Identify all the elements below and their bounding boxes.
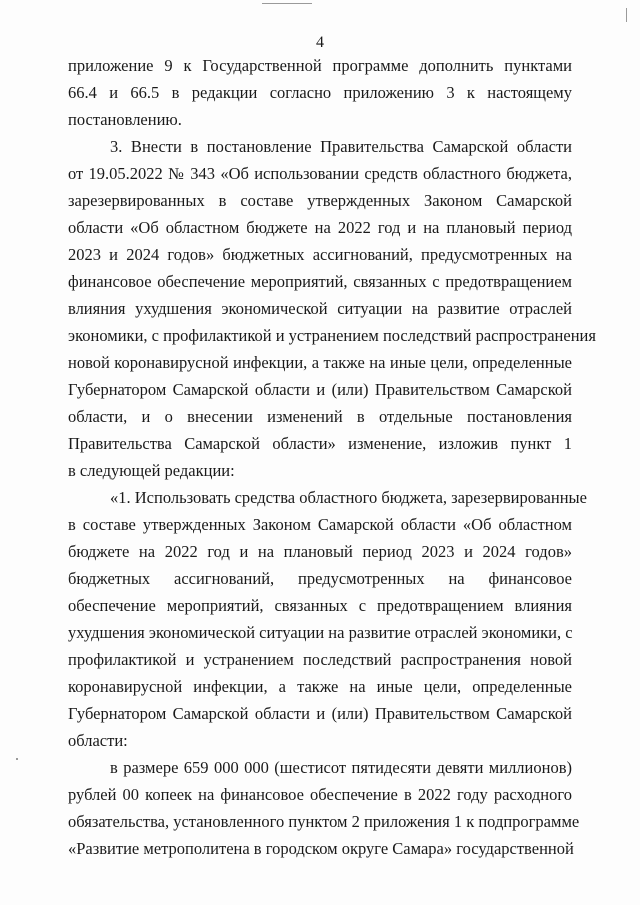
text-line: экономики, с профилактикой и устранением последствий распространения [68,326,596,345]
text-line: 2023 и 2024 годов» бюджетных ассигнований, предусмотренных на [68,245,572,264]
text-line: «1. Использовать средства областного бюджета, зарезервированные [110,488,587,507]
text-line: в следующей редакции: [68,461,235,480]
text-line: влияния ухудшения экономической ситуации на развитие отраслей [68,299,572,318]
text-line: ухудшения экономической ситуации на развитие отраслей экономики, с [68,623,573,642]
text-line: бюджете на 2022 год и на плановый период 2023 и 2024 годов» [68,542,572,561]
text-line: области: [68,731,128,750]
text-line: 66.4 и 66.5 в редакции согласно приложению 3 к настоящему [68,83,572,102]
text-line: обеспечение мероприятий, связанных с предотвращением влияния [68,596,572,615]
text-line: Губернатором Самарской области и (или) Правительством Самарской [68,380,572,399]
page-number: 4 [316,34,324,51]
text-line: обязательства, установленного пунктом 2 приложения 1 к подпрограмме [68,812,580,831]
text-line: финансовое обеспечение мероприятий, связанных с предотвращением [68,272,572,291]
text-line: новой коронавирусной инфекции, а также на иные цели, определенные [68,353,572,372]
text-line: зарезервированных в составе утвержденных Законом Самарской [68,191,572,210]
text-line: приложение 9 к Государственной программе дополнить пунктами [68,56,572,75]
text-line: Правительства Самарской области» изменение, изложив пункт 1 [68,434,572,453]
text-line: области, и о внесении изменений в отдельные постановления [68,407,572,426]
text-line: в размере 659 000 000 (шестисот пятидесяти девяти миллионов) [110,758,572,777]
text-line: от 19.05.2022 № 343 «Об использовании средств областного бюджета, [68,164,572,183]
scan-artifact-right [626,8,627,22]
text-line: профилактикой и устранением последствий распространения новой [68,650,572,669]
scan-artifact-left [16,758,18,760]
text-line: области «Об областном бюджете на 2022 год и на плановый период [68,218,572,237]
text-line: Губернатором Самарской области и (или) Правительством Самарской [68,704,572,723]
text-line: постановлению. [68,110,182,129]
text-line: коронавирусной инфекции, а также на иные цели, определенные [68,677,572,696]
text-line: бюджетных ассигнований, предусмотренных на финансовое [68,569,572,588]
text-line: «Развитие метрополитена в городском округе Самара» государственной [68,839,574,858]
text-line: рублей 00 копеек на финансовое обеспечение в 2022 году расходного [68,785,572,804]
text-line: 3. Внести в постановление Правительства Самарской области [110,137,572,156]
text-line: в составе утвержденных Законом Самарской области «Об областном [68,515,572,534]
scan-artifact-top [262,3,312,4]
